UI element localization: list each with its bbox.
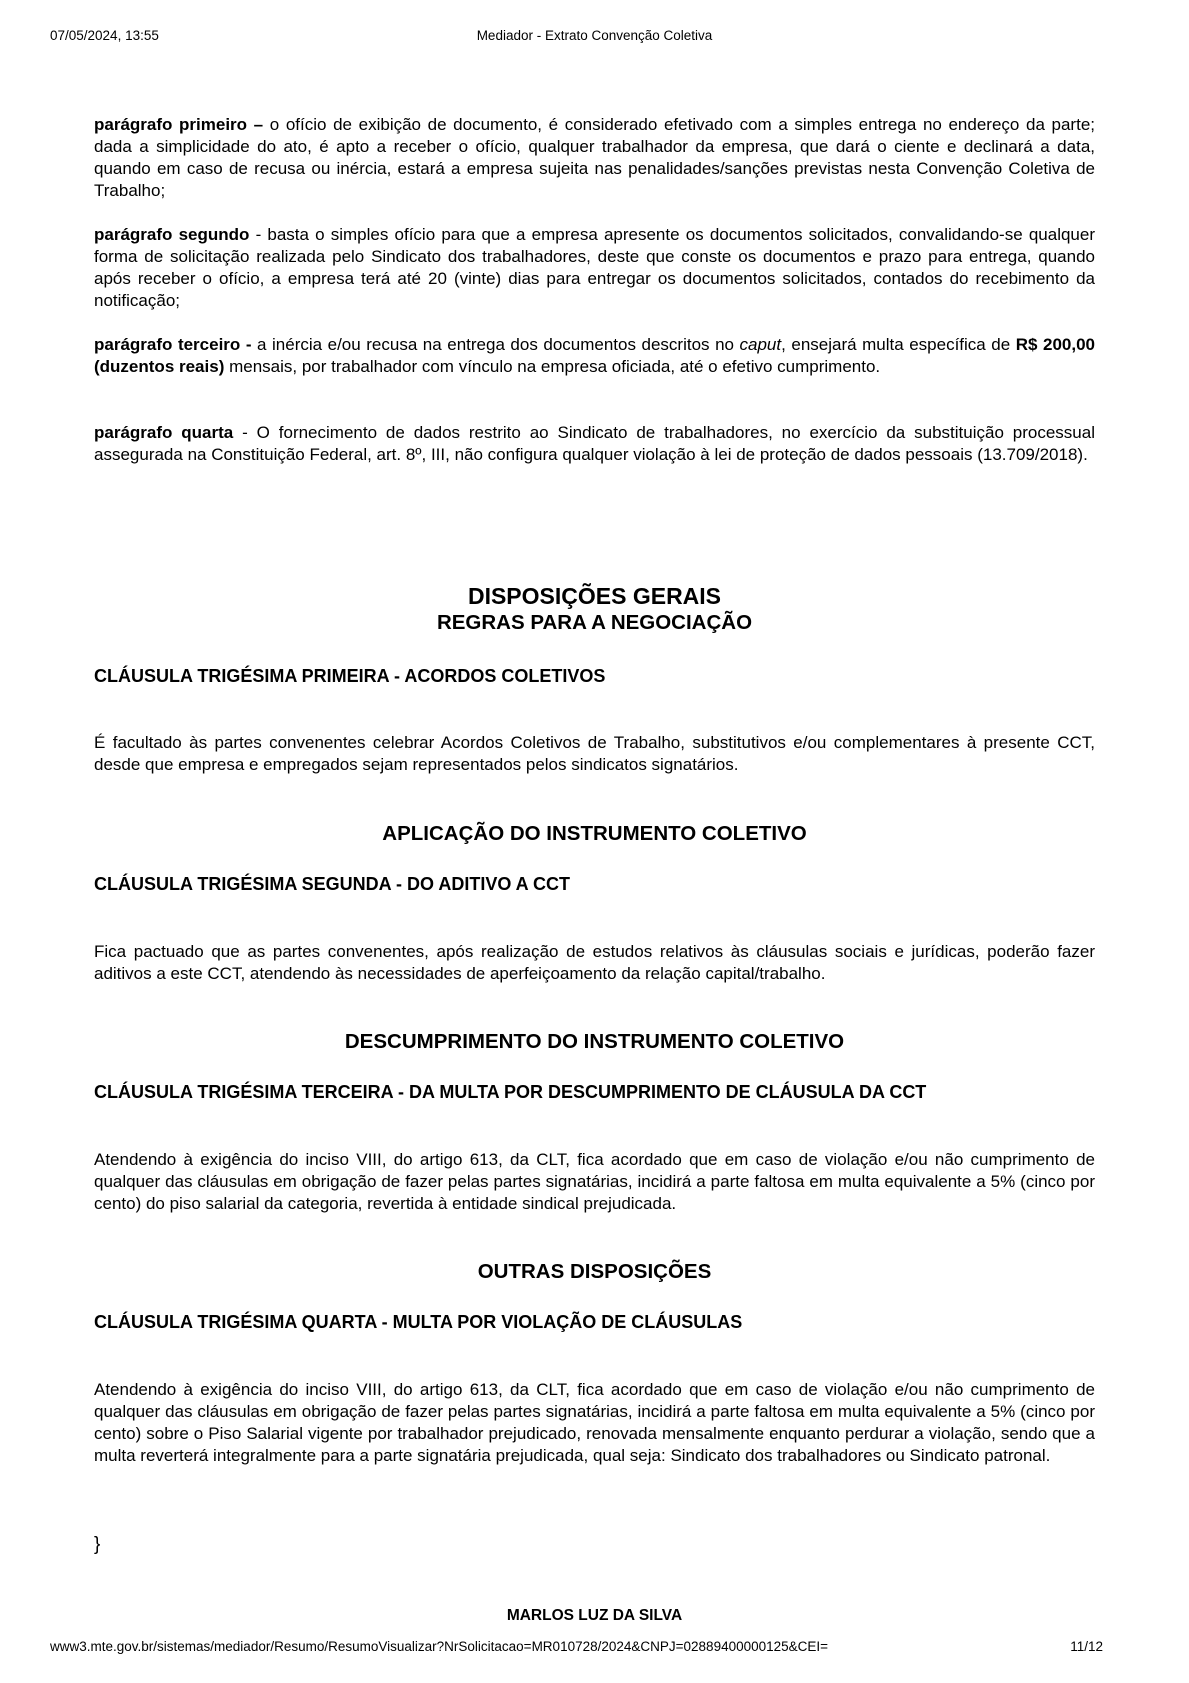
clause-text-33: Atendendo à exigência do inciso VIII, do artigo 613, da CLT, fica acordado que em caso de violação e/ou não cumprimento de qualquer das cláusulas em obrigação de fazer pelas partes signatárias, incidirá a parte faltosa em multa equivalente a 5% (cinco por cento) do piso salarial da categoria, revertida à entidade sindical prejudicada. <box>94 1150 1095 1213</box>
clause-title-34: CLÁUSULA TRIGÉSIMA QUARTA - MULTA POR VIOLAÇÃO DE CLÁUSULAS <box>94 1312 743 1332</box>
clause-34-text-wrap <box>94 1379 1095 1467</box>
subsection-title-descumprimento: DESCUMPRIMENTO DO INSTRUMENTO COLETIVO <box>344 1030 845 1053</box>
subsection-title-outras: OUTRAS DISPOSIÇÕES <box>477 1260 712 1283</box>
paragraph-text: - basta o simples ofício para que a empresa apresente os documentos solicitados, convalidando-se qualquer forma de solicitação realizada pelo Sindicato dos trabalhadores, deste que conste os documentos e prazo para entrega, quando após receber o ofício, a empresa terá até 20 (vinte) dias para entregar os documentos solicitados, contados do recebimento da notificação; <box>94 225 1095 310</box>
clause-text-32: Fica pactuado que as partes convenentes, após realização de estudos relativos às cláusulas sociais e jurídicas, poderão fazer aditivos a este CCT, atendendo às necessidades de aperfeiçoamento da relação capital/trabalho. <box>94 942 1095 983</box>
clause-text-34: Atendendo à exigência do inciso VIII, do artigo 613, da CLT, fica acordado que em caso de violação e/ou não cumprimento de qualquer das cláusulas em obrigação de fazer pelas partes signatárias, incidirá a parte faltosa em multa equivalente a 5% (cinco por cento) sobre o Piso Salarial vigente por trabalhador prejudicado, renovada mensalmente enquanto perdurar a violação, sendo que a multa reverterá integralmente para a parte signatária prejudicada, qual seja: Sindicato dos trabalhadores ou Sindicato patronal. <box>94 1380 1095 1465</box>
print-datetime: 07/05/2024, 13:55 <box>50 28 159 43</box>
section-title-disposicoes-gerais: DISPOSIÇÕES GERAIS <box>467 583 722 609</box>
paragraph-label: parágrafo segundo <box>94 225 250 244</box>
signer-name: MARLOS LUZ DA SILVA <box>506 1607 683 1624</box>
subsection-title-regras: REGRAS PARA A NEGOCIAÇÃO <box>436 611 753 634</box>
other-heading-wrap <box>94 1259 1095 1285</box>
breach-heading-wrap <box>94 1029 1095 1055</box>
clause-34-title-wrap <box>94 1310 1095 1334</box>
print-footer <box>50 1639 1139 1659</box>
print-header <box>50 28 1139 48</box>
paragraphs-block <box>94 114 1095 202</box>
clause-title-31: CLÁUSULA TRIGÉSIMA PRIMEIRA - ACORDOS COLETIVOS <box>94 666 606 686</box>
paragraph-quarta-wrap <box>94 422 1095 466</box>
clause-31-title-wrap <box>94 664 1095 688</box>
closing-brace: } <box>94 1534 101 1555</box>
print-url: www3.mte.gov.br/sistemas/mediador/Resumo/ResumoVisualizar?NrSolicitacao=MR010728/2024&CNPJ=02889400000125&CEI= <box>50 1639 829 1654</box>
clause-title-32: CLÁUSULA TRIGÉSIMA SEGUNDA - DO ADITIVO A CCT <box>94 874 570 894</box>
print-title: Mediador - Extrato Convenção Coletiva <box>476 28 713 43</box>
clause-text-31: É facultado às partes convenentes celebrar Acordos Coletivos de Trabalho, substitutivos e/ou complementares à presente CCT, desde que empresa e empregados sejam representados pelos sindicatos signatários. <box>94 733 1095 774</box>
fine-amount: R$ 200,00 (duzentos reais) <box>94 335 1095 376</box>
clause-32-text-wrap <box>94 941 1095 985</box>
paragraph-text: , ensejará multa específica de <box>781 335 1016 354</box>
paragraph-primeiro <box>94 114 1095 202</box>
paragraph-quarta <box>94 422 1095 466</box>
paragraph-text: - O fornecimento de dados restrito ao Sindicato de trabalhadores, no exercício da substituição processual assegurada na Constituição Federal, art. 8º, III, não configura qualquer violação à lei de proteção de dados pessoais (13.709/2018). <box>94 423 1095 464</box>
general-heading-wrap <box>94 582 1095 636</box>
paragraph-terceiro <box>94 334 1095 378</box>
paragraph-label: parágrafo primeiro – <box>94 115 264 134</box>
paragraph-terceiro-wrap <box>94 334 1095 378</box>
clause-title-33: CLÁUSULA TRIGÉSIMA TERCEIRA - DA MULTA POR DESCUMPRIMENTO DE CLÁUSULA DA CCT <box>94 1082 927 1102</box>
paragraph-text: a inércia e/ou recusa na entrega dos documentos descritos no <box>251 335 740 354</box>
paragraph-label: parágrafo terceiro - <box>94 335 252 354</box>
paragraph-label: parágrafo quarta <box>94 423 234 442</box>
paragraph-text: mensais, por trabalhador com vínculo na empresa oficiada, até o efetivo cumprimento. <box>224 357 881 376</box>
subsection-title-aplicacao: APLICAÇÃO DO INSTRUMENTO COLETIVO <box>382 822 807 845</box>
clause-33-text-wrap <box>94 1149 1095 1215</box>
paragraph-italic-term: caput <box>739 335 782 354</box>
paragraph-segundo <box>94 224 1095 312</box>
paragraph-segundo-wrap <box>94 224 1095 312</box>
clause-31-text-wrap <box>94 732 1095 776</box>
application-heading-wrap <box>94 821 1095 847</box>
paragraph-text: o ofício de exibição de documento, é considerado efetivado com a simples entrega no endereço da parte; dada a simplicidade do ato, é apto a receber o ofício, qualquer trabalhador da empresa, que dará o ciente e declinará a data, quando em caso de recusa ou inércia, estará a empresa sujeita nas penalidades/sanções previstas nesta Convenção Coletiva de Trabalho; <box>94 115 1095 200</box>
clause-33-title-wrap <box>94 1080 1095 1104</box>
page-number: 11/12 <box>1070 1639 1103 1654</box>
clause-32-title-wrap <box>94 872 1095 896</box>
